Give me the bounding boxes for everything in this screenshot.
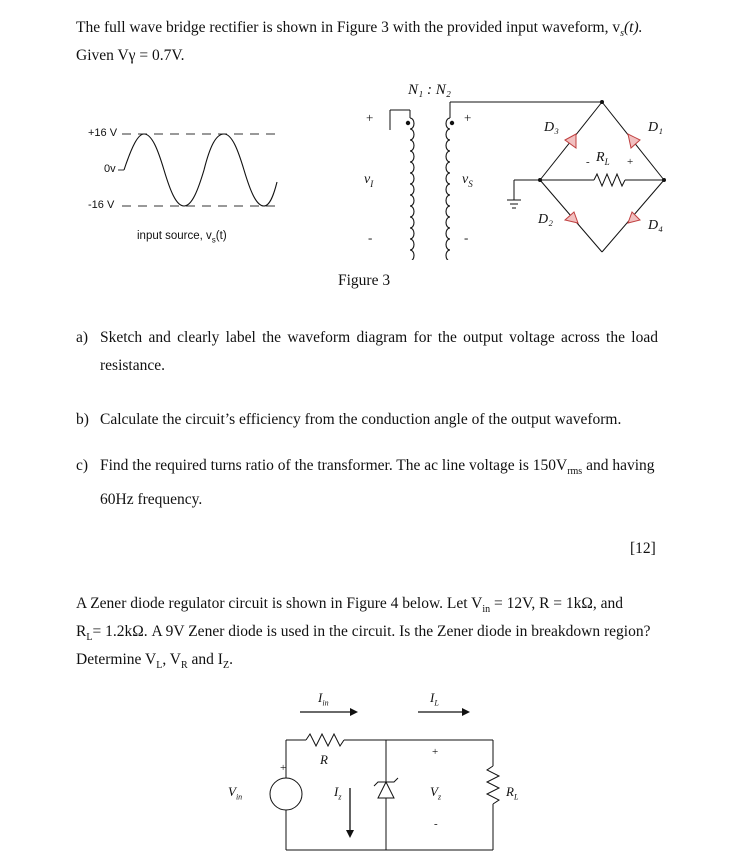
waveform-caption-sub: s: [211, 235, 216, 245]
top-node: [600, 100, 604, 104]
zener-line1-a: A Zener diode regulator circuit is shown in Figure 4 below. Let V: [76, 595, 483, 612]
intro-line1: The full wave bridge rectifier is shown in Figure 3 with the provided input waveform, v: [76, 19, 621, 36]
rl-label: [596, 150, 610, 167]
zener-line3-l: L: [156, 660, 163, 672]
waveform-caption-end: (t): [215, 230, 227, 242]
diode-d1-symbol: [628, 134, 640, 148]
d2-label: D₂: [538, 212, 553, 227]
question-c-sub: rms: [567, 466, 583, 478]
primary-minus: -: [368, 230, 373, 245]
question-c-letter: c): [76, 457, 89, 474]
vz-minus: -: [434, 818, 438, 830]
source-plus: +: [280, 762, 287, 774]
intro-line1-sub: s: [620, 28, 624, 40]
zener-line1-sub: in: [482, 604, 491, 616]
il-text: I: [430, 690, 435, 705]
secondary-dot: [450, 121, 454, 125]
d1-label: D₁: [648, 120, 663, 135]
zener-line3-z: Z: [222, 660, 230, 672]
question-c: [76, 452, 660, 508]
zener-line3-r: R: [180, 660, 188, 672]
waveform-caption-text: input source, v: [137, 230, 212, 242]
secondary-winding: [446, 118, 450, 260]
figure3-caption: Figure 3: [338, 272, 391, 289]
vs-text: v: [462, 172, 469, 187]
rl2-sub: L: [513, 792, 519, 802]
question-b-text: Calculate the circuit’s efficiency from the conduction angle of the output waveform.: [100, 411, 622, 428]
vz-text: V: [430, 784, 438, 799]
zener-line2-a: R: [76, 623, 87, 640]
vs-label: [462, 172, 473, 189]
vin-text: V: [228, 784, 236, 799]
iin-text: I: [318, 690, 323, 705]
waveform-minus-label: -16 V: [88, 199, 115, 211]
waveform-plus-label: +16 V: [88, 127, 118, 139]
waveform-zero-label: 0v: [104, 163, 116, 175]
vs-sub: S: [468, 178, 473, 189]
iin-label: [318, 690, 329, 708]
intro-line1-end: (t).: [624, 19, 643, 36]
d3-label: D₃: [544, 120, 559, 135]
il-label: [430, 690, 439, 708]
vin-sub: in: [235, 792, 243, 802]
iz-text: I: [334, 784, 339, 799]
rl2-label: [506, 784, 518, 802]
bridge-rectifier-circuit: [340, 80, 680, 260]
question-b-letter: b): [76, 411, 89, 428]
rl-minus: -: [586, 156, 590, 168]
rl2-text: R: [506, 784, 514, 799]
zener-line3-and: and I: [187, 651, 223, 668]
primary-plus: +: [366, 110, 374, 125]
question-c-text: [100, 452, 658, 514]
vz-sub: z: [437, 792, 442, 802]
zener-line2-sub: L: [86, 632, 93, 644]
rl-plus: +: [627, 156, 634, 168]
rl-resistor: [594, 174, 625, 186]
series-resistor: [306, 734, 344, 746]
zener-line1-b: = 12V, R = 1kΩ, and: [490, 595, 624, 612]
vin-label: [228, 784, 242, 802]
zener-symbol: [378, 782, 394, 798]
vi-sub: I: [370, 178, 374, 189]
r-label: R: [320, 752, 328, 767]
diode-d4-symbol: [628, 212, 640, 223]
iz-label: [334, 784, 341, 802]
primary-winding: [410, 118, 414, 260]
question-c-text-b: and having 60Hz frequency.: [100, 457, 655, 509]
question-c-text-a: Find the required turns ratio of the transformer. The ac line voltage is 150V: [100, 457, 568, 474]
zener-regulator-circuit: [250, 690, 510, 860]
zener-line2-b: = 1.2kΩ. A 9V Zener diode is used in the circuit. Is the Zener diode in breakdown region?: [92, 623, 651, 640]
waveform-caption: [137, 230, 227, 244]
zener-line3-a: Determine V: [76, 651, 157, 668]
question-a-letter: a): [76, 329, 89, 346]
question-a-text: Sketch and clearly label the waveform diagram for the output voltage across the load resistance.: [100, 329, 658, 374]
waveform-sine: [124, 134, 277, 206]
question-a: [76, 324, 660, 380]
iin-sub: in: [322, 698, 329, 708]
rl-sub: L: [604, 156, 610, 167]
iz-arrow-head: [346, 830, 354, 838]
iz-sub: z: [338, 792, 342, 802]
vz-label: [430, 784, 441, 802]
rl-text: R: [596, 150, 605, 165]
load-resistor: [487, 766, 499, 804]
vi-label: [364, 172, 373, 189]
zener-line3-end: .: [229, 651, 233, 668]
vi-text: v: [364, 172, 371, 187]
voltage-source: [270, 778, 302, 810]
turns-ratio-label: N₁ : N₂: [408, 82, 451, 98]
d4-label: D₄: [648, 218, 663, 233]
zener-line3-c: , V: [162, 651, 181, 668]
secondary-minus: -: [464, 230, 469, 245]
il-arrow-head: [462, 708, 470, 716]
diode-d2-symbol: [565, 212, 578, 223]
iin-arrow-head: [350, 708, 358, 716]
il-sub: L: [434, 698, 439, 708]
intro-line2: Given Vγ = 0.7V.: [76, 47, 185, 64]
primary-dot: [406, 121, 410, 125]
zener-line3: [76, 646, 233, 680]
secondary-plus: +: [464, 110, 472, 125]
vz-plus: +: [432, 746, 439, 758]
marks-label: [12]: [630, 540, 656, 557]
